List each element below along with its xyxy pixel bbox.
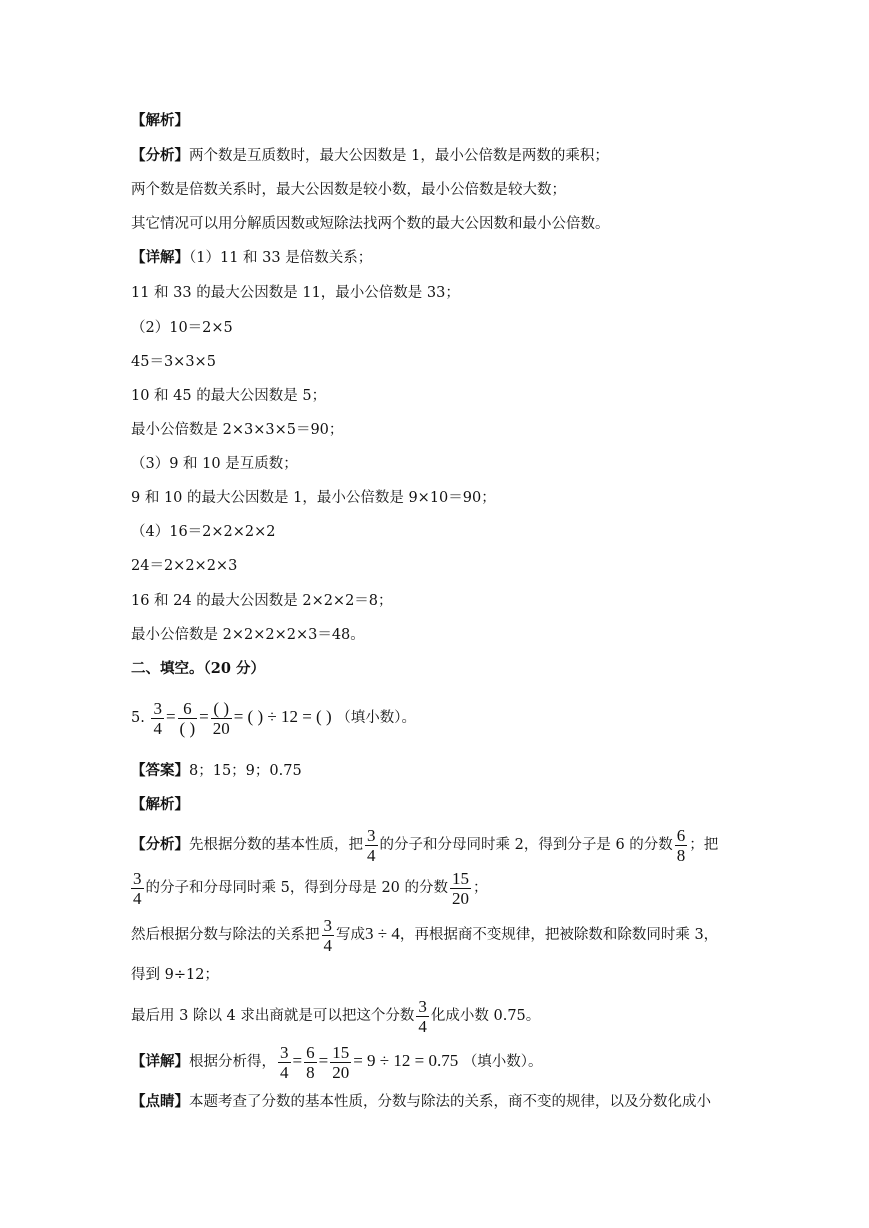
detail-line: 9 和 10 的最大公因数是 1，最小公倍数是 9×10＝90； [131,490,496,506]
answer-text: 8；15；9；0.75 [189,763,302,779]
detail-line: （4）16＝2×2×2×2 [131,524,276,540]
fraction-blank-20: $\frac{( )}{20}$ [212,698,230,738]
question-5: 5. $\frac{3}{4}$ = $\frac{6}{( )}$ = $\frac{( )}{20}$ = ( ) ÷ 12 = ( ) （填小数）。 [131,698,416,738]
fraction-3-4: $\frac{3}{4}$ [133,868,142,908]
section-heading: 二、填空。（20 分） [131,660,265,677]
question-number: 5. [131,710,145,726]
xiangjie-text: （1）11 和 33 是倍数关系； [189,250,373,266]
dianjing-line [131,1092,809,1112]
fenxi-label: 【分析】 [131,147,189,164]
analysis-line-2: 两个数是倍数关系时，最大公因数是较小数，最小公倍数是较大数； [131,182,566,198]
fenxi-text: 两个数是互质数时，最大公因数是 1，最小公倍数是两数的乘积； [189,148,609,164]
analysis-2-line-3: 然后根据分数与除法的关系把 $\frac{3}{4}$ 写成3 ÷ 4，再根据商不变规律，把被除数和除数同时乘 3， [131,915,719,955]
detail-line: 24＝2×2×2×3 [131,558,238,574]
fraction-15-20: $\frac{15}{20}$ [332,1042,350,1082]
analysis-2-line-5: 最后用 3 除以 4 求出商就是可以把这个分数 $\frac{3}{4}$ 化成小数 0.75。 [131,996,541,1036]
fraction-15-20: $\frac{15}{20}$ [452,868,470,908]
detail-line: 10 和 45 的最大公因数是 5； [131,388,327,404]
fraction-6-blank: $\frac{6}{( )}$ [179,698,196,738]
detail-line: 最小公倍数是 2×3×3×5＝90； [131,422,344,438]
analysis-2-line-2: $\frac{3}{4}$ 的分子和分母同时乘 5，得到分母是 20 的分数 $\frac{15}{20}$ ； [133,868,488,908]
answer-line [131,761,809,781]
detail-note: （填小数）。 [462,1054,543,1070]
detail-line: 45＝3×3×5 [131,354,216,370]
detail-paragraph [131,248,809,268]
jiexi-label-2: 【解析】 [131,796,189,813]
dianjing-text: 本题考查了分数的基本性质，分数与除法的关系，商不变的规律，以及分数化成小 [189,1094,711,1110]
analysis-paragraph [131,146,809,166]
question-rest: = ( ) ÷ 12 = ( ) [233,707,332,726]
detail-line: （3）9 和 10 是互质数； [131,456,298,472]
fenxi-label-2: 【分析】 [131,836,189,853]
fraction-3-4: $\frac{3}{4}$ [418,996,427,1036]
detail-line: 最小公倍数是 2×2×2×2×3＝48。 [131,627,365,643]
detail-line: 11 和 33 的最大公因数是 11，最小公倍数是 33； [131,285,460,301]
fraction-6-8: $\frac{6}{8}$ [306,1042,315,1082]
expr-3-div-4: 3 ÷ 4 [365,924,400,943]
fraction-3-4: $\frac{3}{4}$ [323,915,332,955]
fraction-3-4: $\frac{3}{4}$ [153,698,162,738]
detail-line: （2）10＝2×5 [131,320,233,336]
analysis-line-3: 其它情况可以用分解质因数或短除法找两个数的最大公因数和最小公倍数。 [131,216,610,232]
analysis-2-line-1: 【分析】先根据分数的基本性质，把 $\frac{3}{4}$ 的分子和分母同时乘 2，得到分子是 6 的分数 $\frac{6}{8}$ ；把 [131,825,719,865]
question-note: （填小数）。 [336,710,416,726]
fraction-3-4: $\frac{3}{4}$ [367,825,376,865]
detail-expr: = 9 ÷ 12 = 0.75 [353,1051,459,1070]
fraction-3-4: $\frac{3}{4}$ [280,1042,289,1082]
jiexi-label: 【解析】 [131,112,189,129]
fraction-6-8: $\frac{6}{8}$ [676,825,686,865]
detail-line: 16 和 24 的最大公因数是 2×2×2＝8； [131,593,393,609]
dianjing-label: 【点睛】 [131,1093,189,1110]
analysis-2-line-4: 得到 9÷12； [131,967,219,983]
detail-2-line: 【详解】根据分析得， $\frac{3}{4}$ = $\frac{6}{8}$ = $\frac{15}{20}$ = 9 ÷ 12 = 0.75 （填小数）。 [131,1042,543,1082]
answer-label: 【答案】 [131,762,189,779]
xiangjie-label-2: 【详解】 [131,1053,189,1070]
xiangjie-label: 【详解】 [131,249,189,266]
